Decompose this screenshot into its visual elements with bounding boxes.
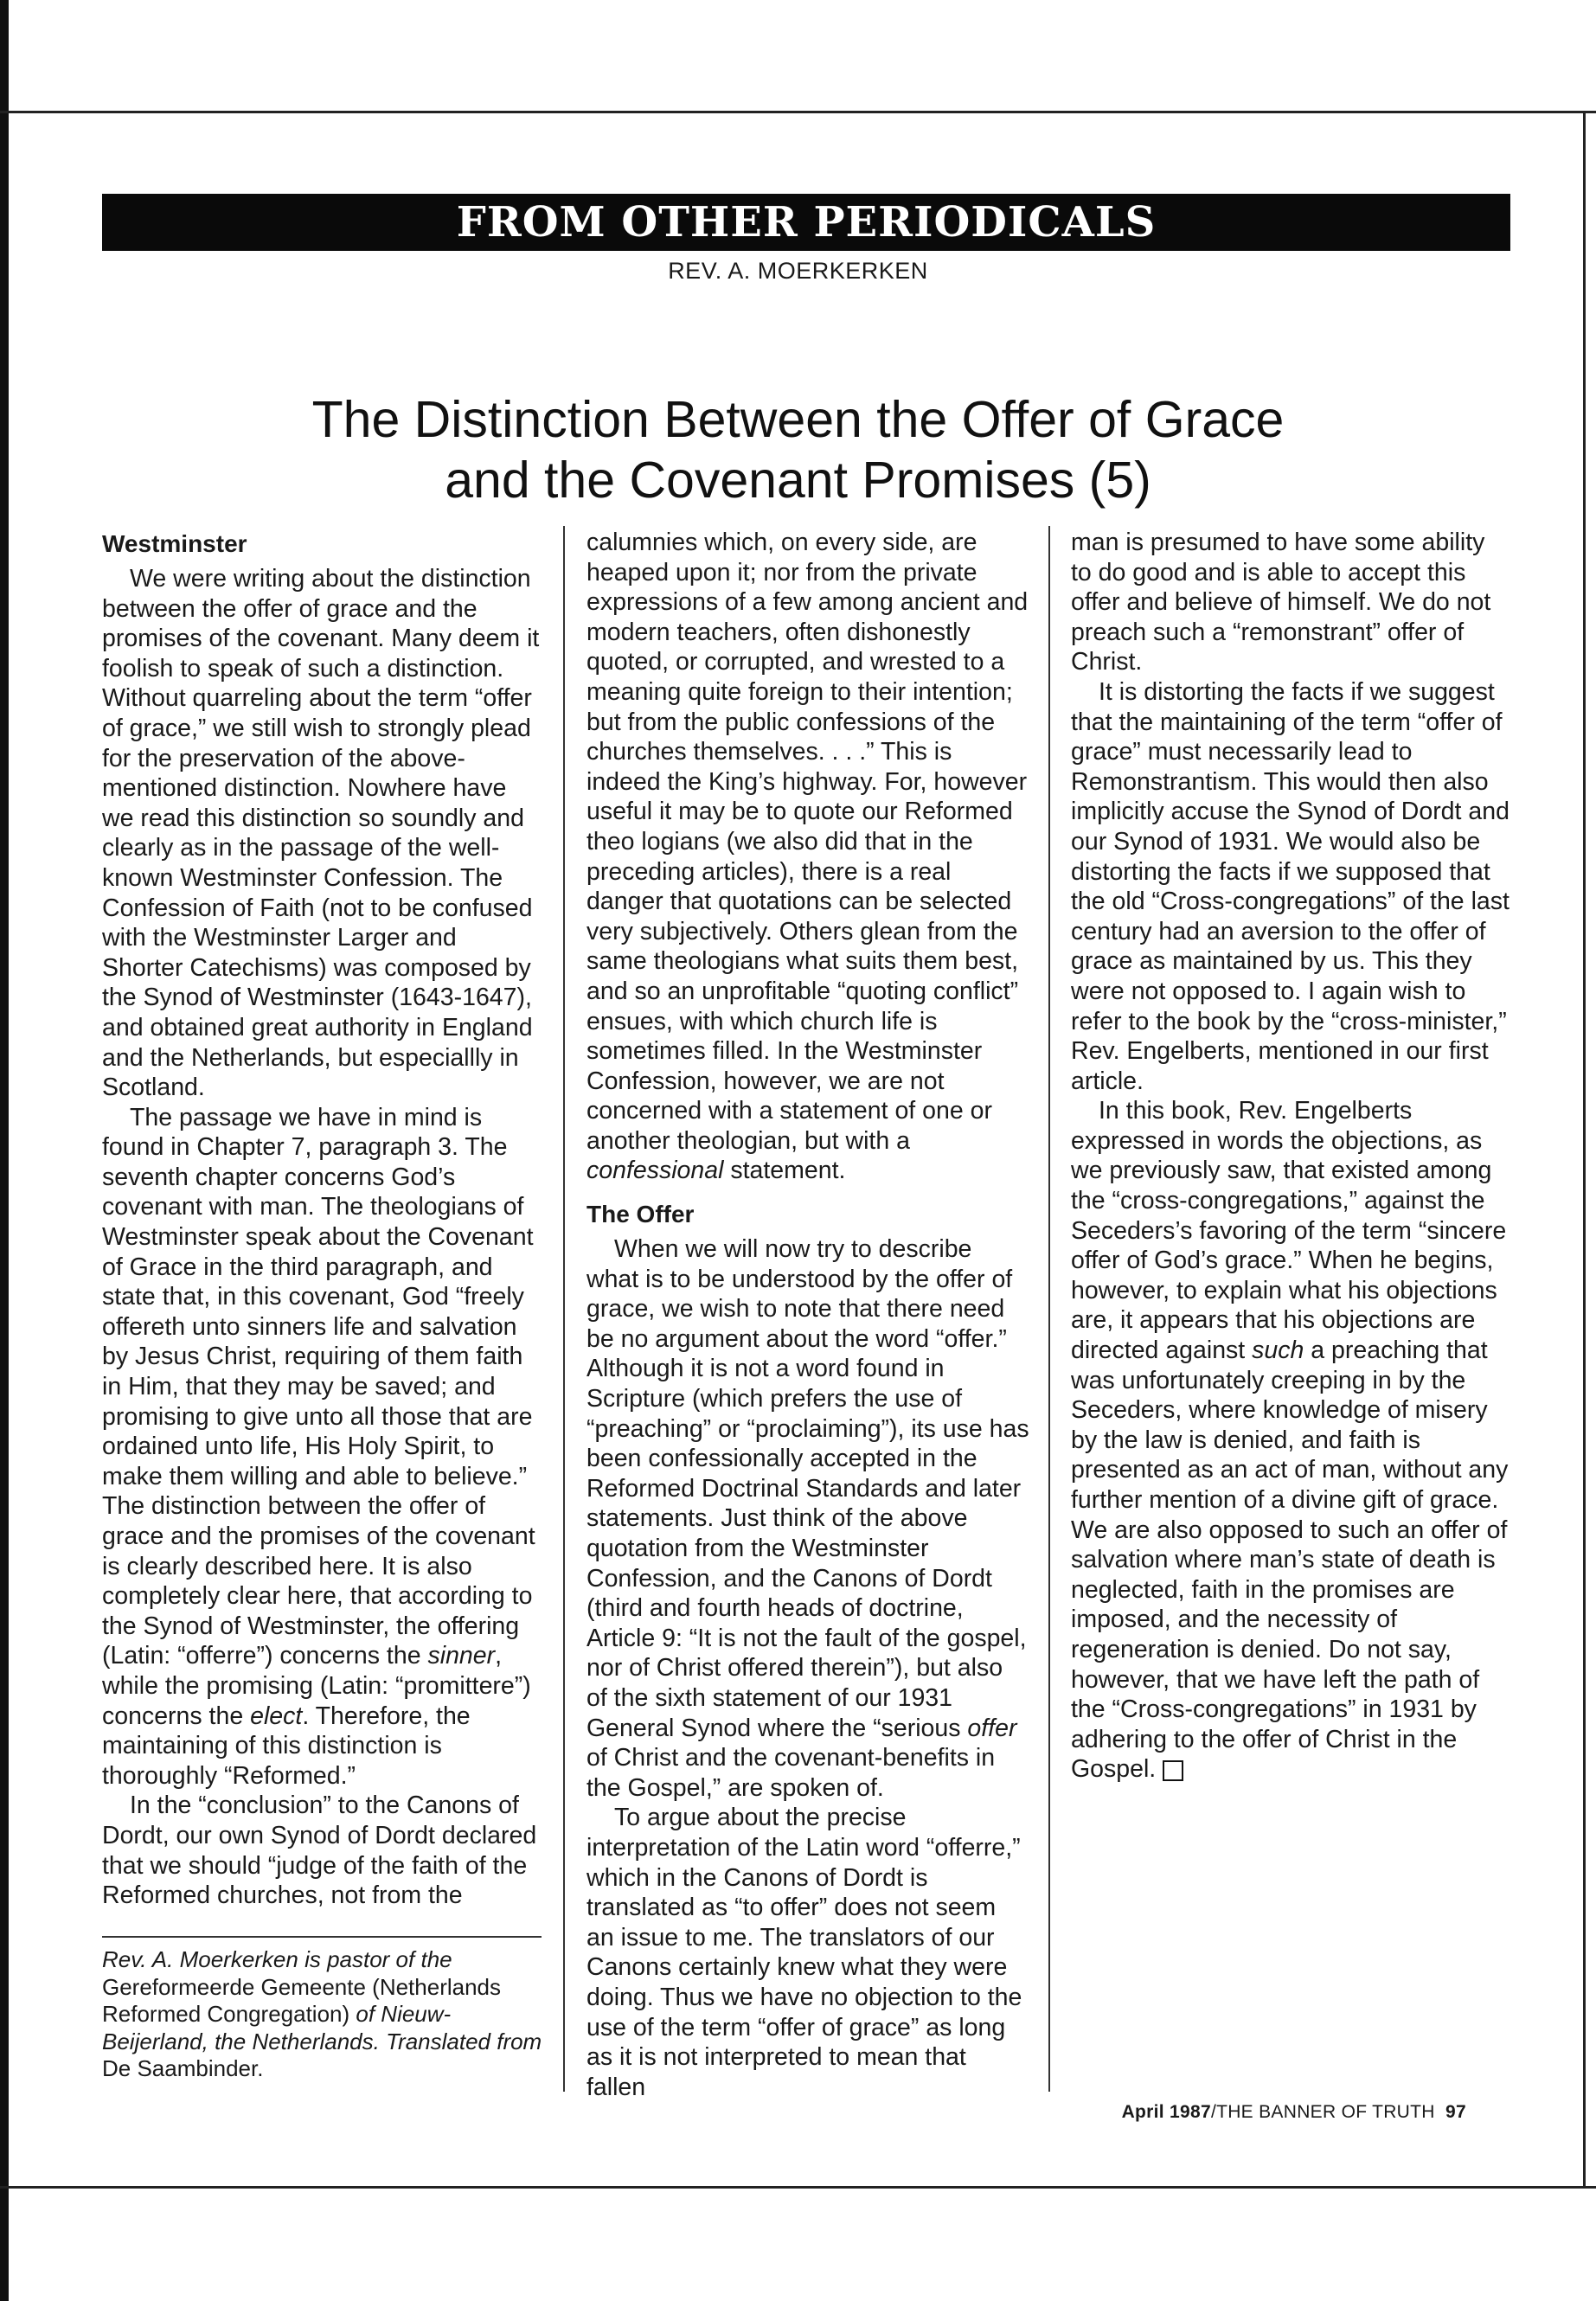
section-banner xyxy=(102,194,1510,251)
paragraph: The passage we have in mind is found in Chapter 7, paragraph 3. The seventh chapter concerns God’s covenant with man. The theologians of Westminster speak about the Covenant of Grace in the third paragraph, and state that, in this covenant, God “freely offereth unto sinners life and salvation by Jesus Christ, requiring of them faith in Him, that they may be saved; and promising to give unto all those that are ordained unto life, His Holy Spirit, to make them willing and able to believe.” The distinction between the offer of grace and the promises of the covenant is clearly described here. It is also completely clear here, that according to the Synod of Westminster, the offering (Latin: “offerre”) concerns the sinner, while the promising (Latin: “promittere”) concerns the elect. Therefore, the maintaining of this distinction is thoroughly “Reformed.” xyxy=(102,1103,535,1790)
end-mark-icon xyxy=(1163,1760,1183,1781)
page-footer xyxy=(1122,2102,1466,2123)
scan-edge xyxy=(0,0,9,2301)
paragraph: We were writing about the distinction between the offer of grace and the promises of the covenant. Many deem it foolish to speak of such a distinction. Without quarreling about the term “offer of grace,” we still wish to strongly plead for the preservation of the above-mentioned distinction. Nowhere have we read this distinction so soundly and clearly as in the passage of the well-known Westminster Confession. The Confession of Faith (not to be confused with the Westminster Larger and Shorter Catechisms) was composed by the Synod of Westminster (1643-1647), and obtained great authority in England and the Netherlands, but especiallly in Scotland. xyxy=(102,565,540,1102)
paragraph: It is distorting the facts if we suggest that the maintaining of the term “offer of grace” must necessarily lead to Remonstrantism. This would then also implicitly accuse the Synod of Dordt and our Synod of 1931. We would also be distorting the facts if we supposed that the old “Cross-congregations” of the last century had an aversion to the offer of grace as maintained by us. This they were not opposed to. I again wish to refer to the book by the “cross-minister,” Rev. Engelberts, mentioned in our first article. xyxy=(1071,677,1509,1095)
footnote-rule xyxy=(102,1936,542,1938)
column-3 xyxy=(1071,528,1512,1785)
paragraph: man is presumed to have some ability to do good and is able to accept this offer and believe of himself. We do not preach such a “remonstrant” offer of Christ. xyxy=(1071,529,1491,676)
author-footnote: Rev. A. Moerkerken is pastor of the Gereformeerde Gemeente (Netherlands Reformed Congregation) of Nieuw-Beijerland, the Netherlands. Translated from De Saambinder. xyxy=(102,1946,542,2081)
paragraph: To argue about the precise interpretation of the Latin word “offerre,” which in the Canons of Dordt is translated as “to offer” does not seem an issue to me. The translators of our Canons certainly knew what they were doing. Thus we have no objection to the use of the term “offer of grace” as long as it is not interpreted to mean that fallen xyxy=(586,1804,1022,2101)
column-divider xyxy=(563,526,565,2092)
bottom-rule xyxy=(0,2186,1596,2189)
paragraph: calumnies which, on every side, are heaped upon it; nor from the private expressions of a few among ancient and modern teachers, often dishonestly quoted, or corrupted, and wrested to a meaning quite foreign to their intention; but from the public confessions of the churches themselves. . . .” This is indeed the King’s highway. For, however useful it may be to quote our Reformed theo logians (we also did that in the preceding articles), there is a real danger that quotations can be selected very subjectively. Others glean from the same theologians what suits them best, and so an unprofitable “quoting conflict” ensues, with which church life is sometimes filled. In the Westminster Confession, however, we are not concerned with a statement of one or another theologian, but with a confessional statement. xyxy=(586,529,1029,1185)
heading-the-offer: The Offer xyxy=(586,1201,695,1228)
title-line-2: and the Covenant Promises (5) xyxy=(445,452,1151,509)
article-title xyxy=(0,389,1596,510)
paragraph: In this book, Rev. Engelberts expressed in words the objections, as we previously saw, that existed among the “cross-congregations,” against the Seceders’s favoring of the term “sincere offer of God’s grace.” When he begins, however, to explain what his objections are, it appears that his objections are directed against such a preaching that was unfortunately creeping in by the Seceders, where knowledge of misery by the law is denied, and faith is presented as an act of man, without any further mention of a divine gift of grace. We are also opposed to such an offer of salvation where man’s state of death is neglected, faith in the promises are imposed, and the necessity of regeneration is denied. Do not say, however, that we have left the path of the “Cross-congregations” in 1931 by adhering to the offer of Christ in the Gospel. xyxy=(1071,1097,1509,1784)
column-1 xyxy=(102,528,543,1911)
byline: REV. A. MOERKERKEN xyxy=(668,258,928,284)
column-2 xyxy=(586,528,1029,2102)
footer-publication: /THE BANNER OF TRUTH xyxy=(1210,2102,1435,2122)
page-number: 97 xyxy=(1445,2102,1466,2122)
heading-westminster: Westminster xyxy=(102,530,247,557)
title-line-1: The Distinction Between the Offer of Grace xyxy=(311,391,1285,448)
footer-date: April 1987 xyxy=(1121,2102,1211,2122)
paragraph: In the “conclusion” to the Canons of Dordt, our own Synod of Dordt declared that we should “judge of the faith of the Reformed churches, not from the xyxy=(102,1791,537,1910)
top-rule xyxy=(0,111,1596,113)
banner-text: FROM OTHER PERIODICALS xyxy=(456,198,1157,247)
column-divider xyxy=(1048,526,1050,2092)
paragraph: When we will now try to describe what is to be understood by the offer of grace, we wish to note that there need be no argument about the word “offer.” Although it is not a word found in Scripture (which prefers the use of “preaching” or “proclaiming”), its use has been confessionally accepted in the Reformed Doctrinal Standards and later statements. Just think of the above quotation from the Westminster Confession, and the Canons of Dordt (third and fourth heads of doctrine, Article 9: “It is not the fault of the gospel, nor of Christ offered therein”), but also of the sixth statement of our 1931 General Synod where the “serious offer of Christ and the covenant-benefits in the Gospel,” are spoken of. xyxy=(586,1235,1029,1802)
